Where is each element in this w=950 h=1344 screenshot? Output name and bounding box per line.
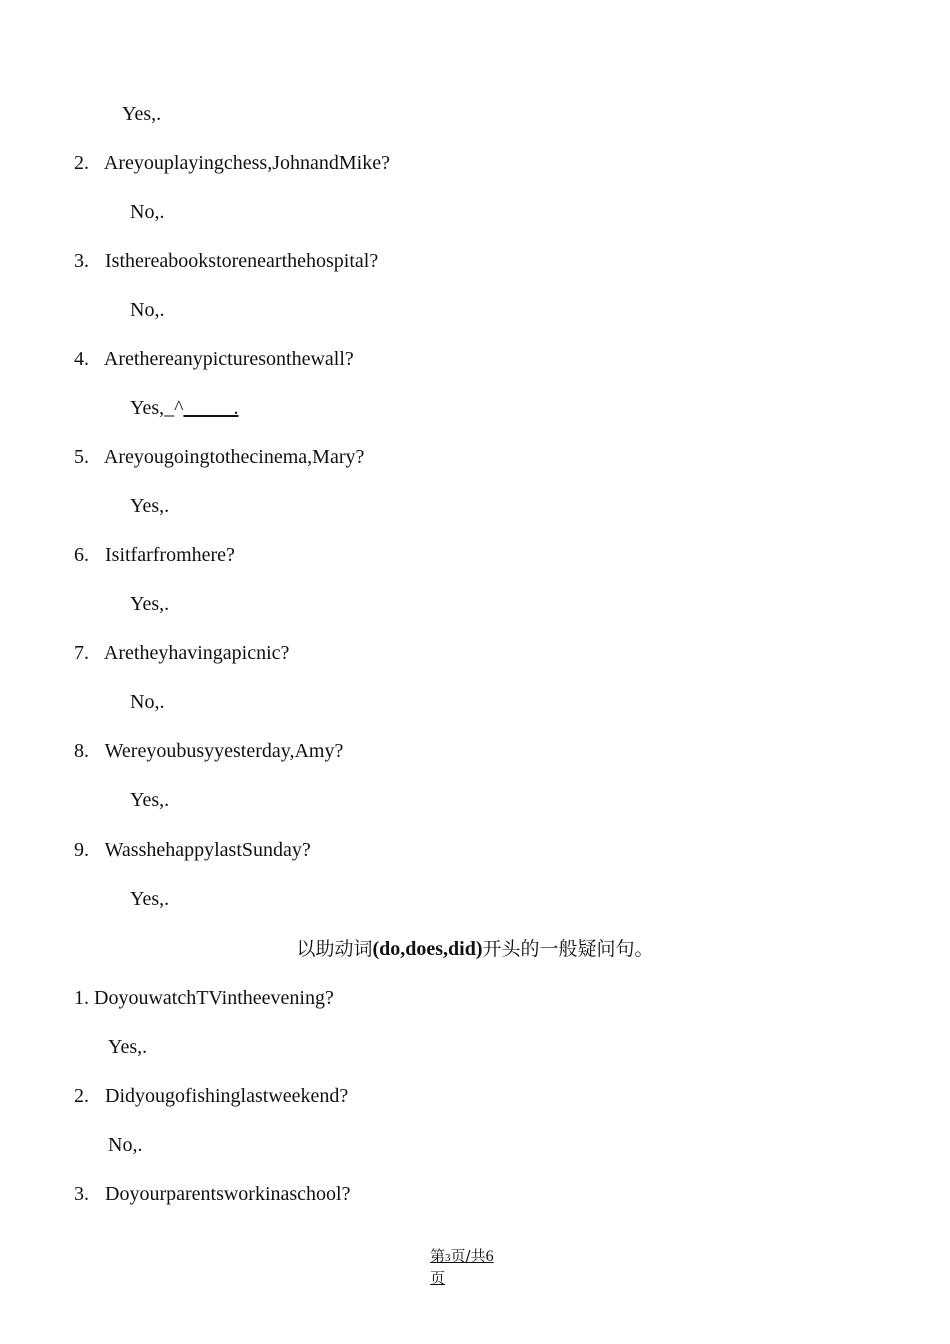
question-number: 5. — [74, 446, 89, 468]
answer-line — [130, 396, 239, 420]
question-text: Didyougofishinglastweekend? — [105, 1085, 349, 1107]
question-line — [74, 1182, 351, 1206]
question-number: 2. — [74, 152, 89, 174]
footer-middle: 页/共 — [450, 1247, 486, 1265]
question-text: Wereyoubusyyesterday,Amy? — [104, 740, 344, 762]
answer-line: No,. — [130, 201, 165, 223]
question-line — [74, 151, 390, 175]
heading-suffix: 开头的一般疑问句。 — [482, 938, 654, 960]
answer-prefix: Yes,_^ — [130, 397, 184, 419]
answer-line: No,. — [130, 299, 165, 321]
answer-line: Yes,. — [122, 103, 162, 125]
question-number: 2. — [74, 1085, 89, 1107]
question-text: DoyouwatchTVintheevening? — [94, 987, 334, 1009]
question-text: Doyourparentsworkinaschool? — [105, 1183, 351, 1205]
question-number: 3. — [74, 1183, 89, 1205]
question-line — [74, 249, 378, 273]
question-line — [74, 641, 289, 665]
footer-suffix: 页 — [430, 1269, 446, 1287]
heading-prefix: 以助动词 — [296, 938, 373, 960]
answer-line: Yes,. — [130, 789, 170, 811]
question-line — [74, 838, 311, 862]
question-number: 6. — [74, 544, 89, 566]
answer-line: No,. — [108, 1134, 143, 1156]
question-number: 8. — [74, 740, 89, 762]
section-heading — [0, 937, 950, 961]
question-number: 7. — [74, 642, 89, 664]
heading-bold: (do,does,did) — [372, 938, 483, 960]
footer-total: 6 — [485, 1248, 494, 1265]
question-line — [74, 986, 334, 1010]
answer-blank: _____. — [183, 397, 239, 419]
question-text: Isitfarfromhere? — [105, 544, 235, 566]
question-text: Isthereabookstorenearthehospital? — [105, 250, 379, 272]
footer-prefix: 第 — [430, 1247, 446, 1265]
question-line — [74, 739, 343, 763]
answer-line: Yes,. — [130, 888, 170, 910]
question-number: 9. — [74, 839, 89, 861]
question-number: 3. — [74, 250, 89, 272]
question-text: Arethereanypicturesonthewall? — [103, 348, 354, 370]
question-line — [74, 543, 235, 567]
question-text: Areyouplayingchess,JohnandMike? — [103, 152, 390, 174]
question-line — [74, 445, 364, 469]
question-number: 4. — [74, 348, 89, 370]
answer-line: Yes,. — [130, 593, 170, 615]
question-text: WasshehappylastSunday? — [104, 839, 311, 861]
footer-page: 3 — [445, 1252, 451, 1264]
question-text: Areyougoingtothecinema,Mary? — [103, 446, 365, 468]
question-number: 1. — [74, 987, 89, 1009]
answer-line: No,. — [130, 691, 165, 713]
page-number-footer — [430, 1246, 520, 1289]
answer-line: Yes,. — [108, 1036, 148, 1058]
question-line — [74, 1084, 348, 1108]
question-line — [74, 347, 354, 371]
answer-line: Yes,. — [130, 495, 170, 517]
question-text: Aretheyhavingapicnic? — [103, 642, 290, 664]
